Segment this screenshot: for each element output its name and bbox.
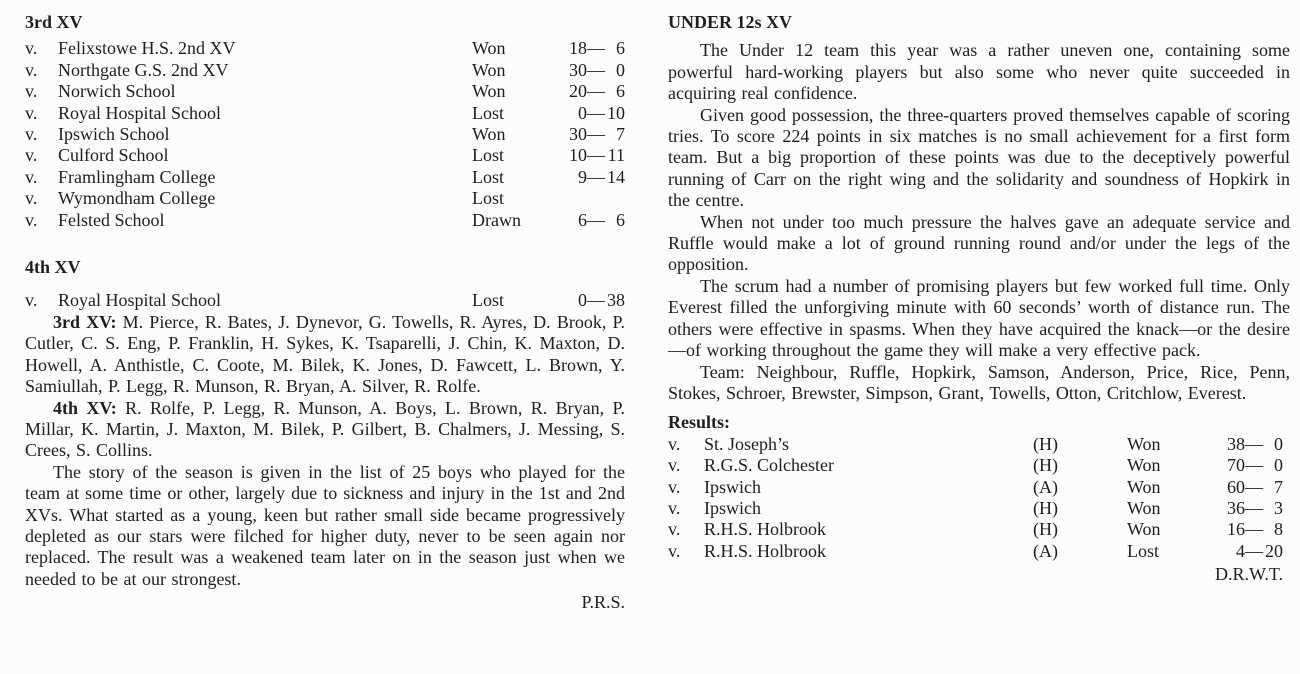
versus-marker: v. <box>668 476 681 497</box>
score-away: 14 <box>607 166 625 187</box>
opponent-name: Felixstowe H.S. 2nd XV <box>58 38 236 59</box>
match-score <box>561 38 625 59</box>
match-score <box>1219 455 1283 476</box>
score-home: 18 <box>569 38 587 59</box>
score-away: 20 <box>1265 540 1283 561</box>
opponent-name: Wymondham College <box>58 188 216 209</box>
score-home: 60 <box>1227 476 1245 497</box>
score-home: 9 <box>578 166 587 187</box>
match-score <box>1219 519 1283 540</box>
author-initials-right: D.R.W.T. <box>1214 564 1283 585</box>
result-row <box>25 38 625 59</box>
score-away <box>600 188 625 209</box>
score-dash: — <box>587 59 605 80</box>
versus-marker: v. <box>25 124 38 145</box>
result-row <box>668 455 1290 476</box>
versus-marker: v. <box>25 188 38 209</box>
match-score <box>561 124 625 145</box>
section-heading-4th-xv: 4th XV <box>25 257 81 278</box>
versus-marker: v. <box>668 519 681 540</box>
opponent-name: Ipswich <box>704 497 761 518</box>
under12-paragraph: Given good possession, the three-quarters proved themselves capable of scoring tries. To score 224 points in six matches is no small achievement for a first form team. But a big proportion of these points was due to the deceptively powerful running of Carr on the right wing and the solidarity and soundness of Hopkirk in the centre. <box>668 104 1290 211</box>
score-home: 30 <box>569 124 587 145</box>
versus-marker: v. <box>25 145 38 166</box>
squad-list-3rd-xv <box>25 312 625 398</box>
match-outcome: Won <box>1127 433 1161 454</box>
versus-marker: v. <box>668 455 681 476</box>
score-home: 30 <box>569 59 587 80</box>
match-outcome: Won <box>472 81 506 102</box>
opponent-name: Norwich School <box>58 81 176 102</box>
opponent-name: Felsted School <box>58 209 165 230</box>
match-outcome: Won <box>472 59 506 80</box>
match-outcome: Lost <box>472 188 505 209</box>
venue-marker: (H) <box>1033 455 1058 476</box>
venue-marker: (H) <box>1033 497 1058 518</box>
match-score <box>561 103 625 124</box>
score-home <box>561 188 587 209</box>
score-away: 8 <box>1274 519 1283 540</box>
score-away: 10 <box>607 102 625 123</box>
versus-marker: v. <box>668 433 681 454</box>
score-dash: — <box>587 38 605 59</box>
score-home: 4 <box>1236 540 1245 561</box>
opponent-name: Northgate G.S. 2nd XV <box>58 59 229 80</box>
match-outcome: Lost <box>472 145 505 166</box>
result-row <box>25 210 625 231</box>
result-row <box>25 145 625 166</box>
result-row <box>668 519 1290 540</box>
match-outcome: Won <box>1127 455 1161 476</box>
match-outcome: Drawn <box>472 209 521 230</box>
score-away: 6 <box>616 38 625 59</box>
result-row <box>668 498 1290 519</box>
opponent-name: Framlingham College <box>58 166 216 187</box>
result-row <box>25 167 625 188</box>
score-dash <box>587 188 600 209</box>
section-heading-under-12s: UNDER 12s XV <box>668 12 793 32</box>
score-home: 70 <box>1227 455 1245 476</box>
match-outcome: Won <box>1127 476 1161 497</box>
venue-marker: (A) <box>1033 540 1058 561</box>
match-score <box>561 290 625 311</box>
team-list-paragraph: Team: Neighbour, Ruffle, Hopkirk, Samson, Anderson, Price, Rice, Penn, Stokes, Schroer, Brewster, Simpson, Grant, Towells, Otton, Critchlow, Everest. <box>668 361 1290 403</box>
match-score <box>561 145 625 166</box>
score-dash: — <box>587 209 605 230</box>
score-away: 11 <box>607 145 625 166</box>
versus-marker: v. <box>25 59 38 80</box>
results-table-3rd-xv <box>25 38 625 231</box>
match-outcome: Won <box>472 124 506 145</box>
opponent-name: R.H.S. Holbrook <box>704 540 827 561</box>
score-away: 38 <box>607 290 625 311</box>
result-row <box>25 124 625 145</box>
opponent-name: R.G.S. Colchester <box>704 455 834 476</box>
score-dash: — <box>587 124 605 145</box>
result-row <box>25 188 625 209</box>
results-table-under-12s <box>668 434 1290 562</box>
score-home: 0 <box>578 102 587 123</box>
score-dash: — <box>587 290 605 311</box>
squad-label: 3rd XV: <box>53 311 117 332</box>
score-away: 6 <box>616 81 625 102</box>
results-table-4th-xv <box>25 290 625 311</box>
score-home: 16 <box>1227 519 1245 540</box>
versus-marker: v. <box>25 166 38 187</box>
section-heading-3rd-xv: 3rd XV <box>25 12 83 32</box>
score-home: 38 <box>1227 433 1245 454</box>
score-home: 10 <box>569 145 587 166</box>
score-dash: — <box>1245 540 1263 561</box>
score-away: 6 <box>616 209 625 230</box>
result-row <box>668 541 1290 562</box>
opponent-name: Ipswich School <box>58 124 170 145</box>
season-summary-paragraph: The story of the season is given in the list of 25 boys who played for the team at some time or other, largely due to sickness and injury in the 1st and 2nd XVs. What started as a young, keen but rather small side became progressively depleted as our stars were filched for higher duty, never to be seen again nor replaced. The result was a weakened team later on in the season just when we needed to be at our strongest. <box>25 461 625 589</box>
score-away: 0 <box>616 59 625 80</box>
match-outcome: Lost <box>472 166 505 187</box>
squad-list-4th-xv <box>25 398 625 462</box>
score-home: 20 <box>569 81 587 102</box>
result-row <box>25 290 625 311</box>
versus-marker: v. <box>25 102 38 123</box>
score-dash: — <box>587 145 605 166</box>
score-dash: — <box>587 81 605 102</box>
result-row <box>25 60 625 81</box>
match-score <box>1219 477 1283 498</box>
right-column <box>668 12 1290 674</box>
opponent-name: Royal Hospital School <box>58 102 221 123</box>
under12-paragraph: The Under 12 team this year was a rather uneven one, containing some powerful hard-working players but also some who never quite succeeded in acquiring real confidence. <box>668 40 1290 104</box>
score-away: 3 <box>1274 497 1283 518</box>
score-away: 7 <box>1274 476 1283 497</box>
opponent-name: Royal Hospital School <box>58 290 221 311</box>
match-score <box>1219 434 1283 455</box>
versus-marker: v. <box>25 38 38 59</box>
match-score <box>561 81 625 102</box>
match-score <box>1219 541 1283 562</box>
result-row <box>668 434 1290 455</box>
opponent-name: Ipswich <box>704 476 761 497</box>
versus-marker: v. <box>668 540 681 561</box>
score-dash: — <box>587 102 605 123</box>
squad-names: R. Rolfe, P. Legg, R. Munson, A. Boys, L. Brown, R. Bryan, P. Millar, K. Martin, J. Maxton, M. Bilek, P. Gilbert, B. Chalmers, J. Messing, S. Crees, S. Collins. <box>25 397 625 461</box>
match-score <box>1219 498 1283 519</box>
match-score <box>561 60 625 81</box>
result-row <box>25 81 625 102</box>
score-dash: — <box>1245 497 1263 518</box>
squad-label: 4th XV: <box>53 397 117 418</box>
score-away: 0 <box>1274 433 1283 454</box>
versus-marker: v. <box>25 81 38 102</box>
score-dash: — <box>1245 476 1263 497</box>
under12-paragraph: When not under too much pressure the halves gave an adequate service and Ruffle would make a lot of ground running round and/or under the legs of the opposition. <box>668 211 1290 275</box>
score-away: 0 <box>1274 455 1283 476</box>
opponent-name: R.H.S. Holbrook <box>704 519 827 540</box>
versus-marker: v. <box>25 209 38 230</box>
versus-marker: v. <box>25 290 38 311</box>
score-dash: — <box>1245 455 1263 476</box>
under12-paragraph: The scrum had a number of promising players but few worked full time. Only Everest filled the unforgiving minute with 60 seconds’ worth of distance run. The others were effective in spasms. When they have acquired the knack—or the desire—of working throughout the game they will make a very effective pack. <box>668 275 1290 361</box>
match-outcome: Won <box>472 38 506 59</box>
match-outcome: Lost <box>472 290 505 311</box>
venue-marker: (H) <box>1033 519 1058 540</box>
match-score <box>561 167 625 188</box>
opponent-name: Culford School <box>58 145 169 166</box>
score-dash: — <box>1245 433 1263 454</box>
versus-marker: v. <box>668 497 681 518</box>
left-column <box>25 12 625 674</box>
score-away: 7 <box>616 124 625 145</box>
score-dash: — <box>1245 519 1263 540</box>
opponent-name: St. Joseph’s <box>704 433 790 454</box>
score-home: 36 <box>1227 497 1245 518</box>
squad-names: M. Pierce, R. Bates, J. Dynevor, G. Towells, R. Ayres, D. Brook, P. Cutler, C. S. Eng, P. Franklin, H. Sykes, K. Tsaparelli, J. Chin, K. Maxton, D. Howell, A. Anthistle, C. Coote, M. Bilek, K. Jones, D. Fawcett, L. Brown, Y. Samiullah, P. Legg, R. Munson, R. Bryan, A. Silver, R. Rolfe. <box>25 311 625 397</box>
score-home: 6 <box>578 209 587 230</box>
score-home: 0 <box>578 290 587 311</box>
match-score <box>561 188 625 209</box>
match-outcome: Lost <box>472 102 505 123</box>
match-score <box>561 210 625 231</box>
match-outcome: Lost <box>1127 540 1160 561</box>
author-initials-left: P.R.S. <box>581 592 625 613</box>
results-heading: Results: <box>668 412 730 433</box>
match-outcome: Won <box>1127 519 1161 540</box>
venue-marker: (A) <box>1033 476 1058 497</box>
result-row <box>668 477 1290 498</box>
match-outcome: Won <box>1127 497 1161 518</box>
result-row <box>25 103 625 124</box>
venue-marker: (H) <box>1033 433 1058 454</box>
score-dash: — <box>587 166 605 187</box>
